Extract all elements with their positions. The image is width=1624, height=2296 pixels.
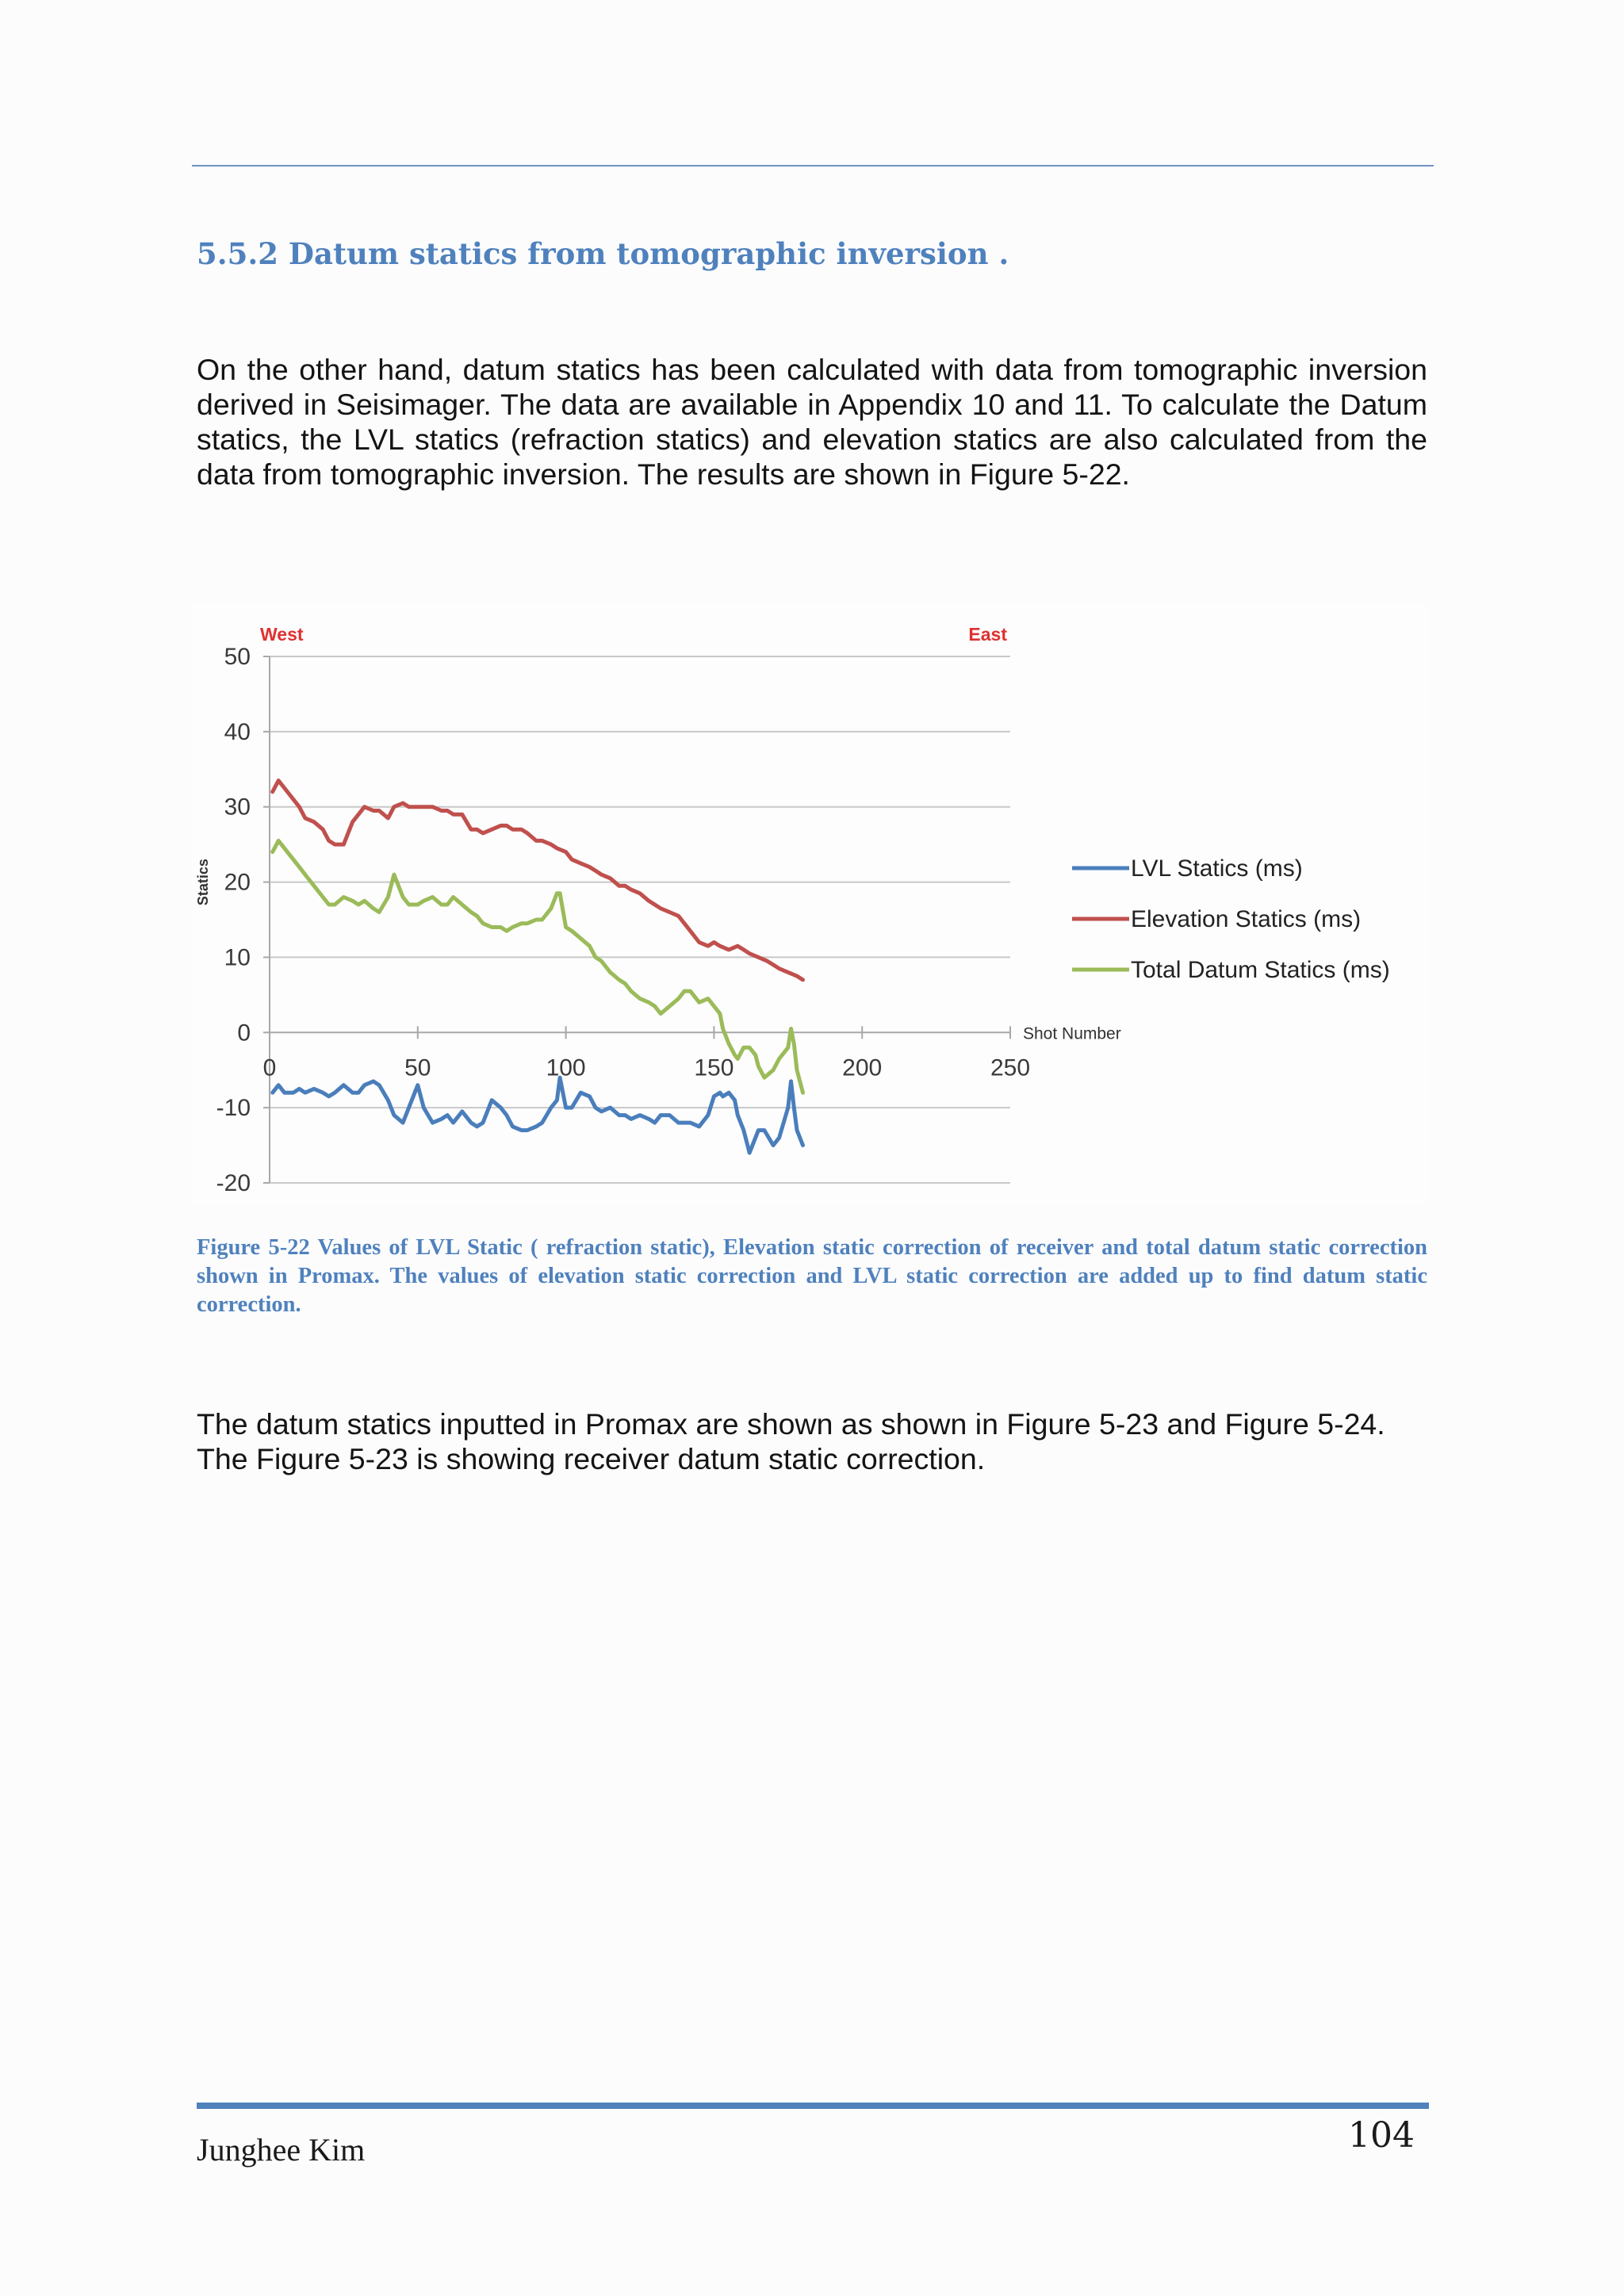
header-rule	[192, 165, 1434, 166]
direction-annotation: West	[260, 624, 304, 645]
legend-label: LVL Statics (ms)	[1131, 855, 1303, 882]
y-tick-label: 10	[224, 944, 251, 971]
x-tick-label: 100	[546, 1054, 586, 1081]
figure-chart	[192, 603, 1429, 1205]
direction-annotation: East	[968, 624, 1007, 645]
section-heading: 5.5.2 Datum statics from tomographic inversion .	[197, 236, 1009, 271]
x-tick-label: 150	[694, 1054, 734, 1081]
y-tick-label: 30	[224, 794, 251, 821]
legend-label: Elevation Statics (ms)	[1131, 906, 1362, 932]
y-tick-label: 0	[237, 1020, 251, 1047]
paragraph-intro: On the other hand, datum statics has been calculated with data from tomographic inversion derived in Seisimager. The data are available in Appendix 10 and 11. To calculate the Datum statics, the LVL statics (refraction statics) and elevation statics are also calculated from the data from tomographic inversion. The results are shown in Figure 5-22.	[197, 353, 1427, 491]
figure-caption: Figure 5-22 Values of LVL Static ( refraction static), Elevation static correction of receiver and total datum static correction shown in Promax. The values of elevation static correction and LVL static correction are added up to find datum static correction.	[197, 1235, 1427, 1317]
footer-author: Junghee Kim	[197, 2132, 366, 2168]
legend-label: Total Datum Statics (ms)	[1131, 957, 1390, 983]
footer-rule	[197, 2103, 1429, 2109]
paragraph-datum-statics: The datum statics inputted in Promax are shown as shown in Figure 5-23 and Figure 5-24. The Figure 5-23 is showing receiver datum static correction.	[197, 1407, 1385, 1475]
y-tick-label: -10	[216, 1095, 251, 1122]
y-tick-label: 20	[224, 869, 251, 896]
x-tick-label: 0	[262, 1054, 277, 1081]
statics-line-chart	[192, 603, 1429, 1205]
page-number: 104	[1348, 2115, 1415, 2156]
x-tick-label: 50	[404, 1054, 431, 1081]
y-tick-label: 40	[224, 718, 251, 745]
y-tick-label: 50	[224, 644, 251, 670]
y-axis-title: Statics	[195, 859, 211, 906]
x-tick-label: 200	[842, 1054, 883, 1081]
y-tick-label: -20	[216, 1170, 251, 1196]
x-axis-title: Shot Number	[1023, 1024, 1121, 1043]
x-tick-label: 250	[990, 1054, 1031, 1081]
